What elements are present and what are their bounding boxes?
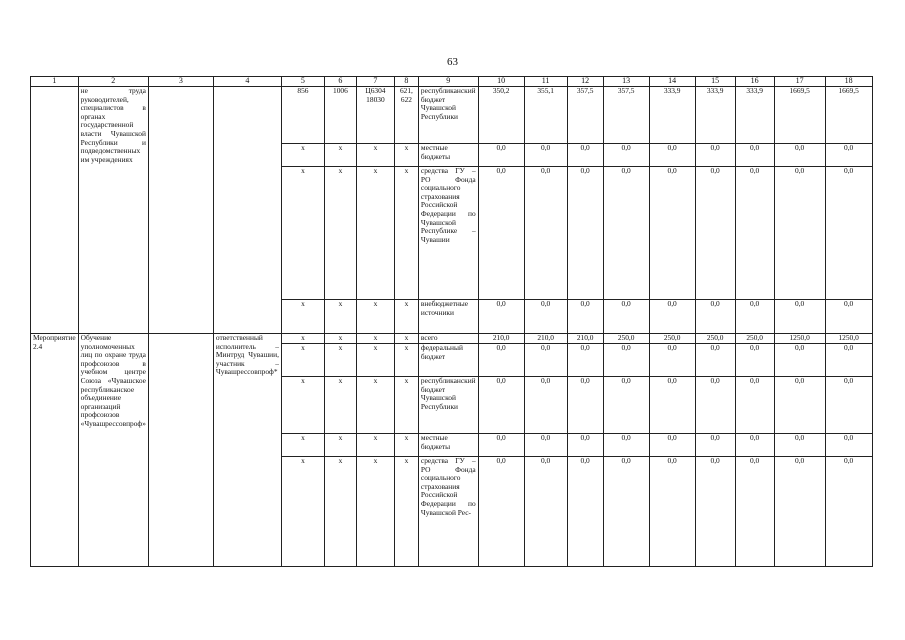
col-header: 3 — [148, 77, 213, 87]
block1-name: не труда руководителей, специалистов в органах государственной власти Чувашской Республики и подведомственных им учреждениях — [78, 87, 148, 334]
col-header: 4 — [213, 77, 281, 87]
kbk-target: x — [356, 344, 394, 377]
amount-cell: 0,0 — [695, 377, 735, 434]
amount-cell: 0,0 — [774, 167, 825, 300]
amount-cell: 0,0 — [478, 144, 524, 167]
funding-source: средства ГУ – РО Фонда социального страхования Российской Федерации по Чувашской Республике – Чувашии — [418, 167, 478, 300]
amount-cell: 0,0 — [603, 457, 649, 567]
amount-cell: 0,0 — [695, 434, 735, 457]
kbk-admin: x — [281, 457, 324, 567]
kbk-section: x — [324, 167, 356, 300]
amount-cell: 0,0 — [603, 434, 649, 457]
funding-source: местные бюджеты — [418, 434, 478, 457]
kbk-admin: x — [281, 167, 324, 300]
funding-source: республиканский бюджет Чувашской Республики — [418, 87, 478, 144]
col-header: 15 — [695, 77, 735, 87]
kbk-target: x — [356, 334, 394, 344]
kbk-type: x — [394, 167, 418, 300]
amount-cell: 0,0 — [524, 377, 567, 434]
kbk-target: x — [356, 457, 394, 567]
amount-cell: 0,0 — [825, 167, 872, 300]
kbk-admin: 856 — [281, 87, 324, 144]
amount-cell: 0,0 — [735, 377, 774, 434]
amount-cell: 0,0 — [524, 144, 567, 167]
amount-cell: 0,0 — [649, 300, 695, 334]
amount-cell: 0,0 — [735, 144, 774, 167]
amount-cell: 0,0 — [774, 300, 825, 334]
amount-cell: 210,0 — [478, 334, 524, 344]
amount-cell: 0,0 — [735, 167, 774, 300]
amount-cell: 0,0 — [825, 300, 872, 334]
amount-cell: 250,0 — [695, 334, 735, 344]
amount-cell: 0,0 — [478, 377, 524, 434]
kbk-section: x — [324, 377, 356, 434]
col-header: 10 — [478, 77, 524, 87]
kbk-type: x — [394, 344, 418, 377]
kbk-admin: x — [281, 334, 324, 344]
amount-cell: 0,0 — [524, 167, 567, 300]
kbk-target: Ц6304 18030 — [356, 87, 394, 144]
kbk-type: x — [394, 434, 418, 457]
funding-source: республиканский бюджет Чувашской Республики — [418, 377, 478, 434]
amount-cell: 0,0 — [735, 300, 774, 334]
kbk-target: x — [356, 300, 394, 334]
amount-cell: 0,0 — [774, 457, 825, 567]
amount-cell: 0,0 — [735, 344, 774, 377]
amount-cell: 0,0 — [774, 377, 825, 434]
block1-col3-empty — [148, 87, 213, 334]
amount-cell: 333,9 — [735, 87, 774, 144]
col-header: 11 — [524, 77, 567, 87]
funding-source: местные бюджеты — [418, 144, 478, 167]
kbk-type: x — [394, 377, 418, 434]
amount-cell: 0,0 — [478, 300, 524, 334]
amount-cell: 357,5 — [567, 87, 603, 144]
amount-cell: 0,0 — [735, 457, 774, 567]
block1-col4-empty — [213, 87, 281, 334]
amount-cell: 355,1 — [524, 87, 567, 144]
amount-cell: 0,0 — [524, 434, 567, 457]
amount-cell: 0,0 — [825, 344, 872, 377]
kbk-target: x — [356, 377, 394, 434]
table-row — [31, 87, 873, 144]
amount-cell: 0,0 — [649, 377, 695, 434]
amount-cell: 210,0 — [567, 334, 603, 344]
amount-cell: 250,0 — [603, 334, 649, 344]
amount-cell: 0,0 — [603, 167, 649, 300]
col-header: 1 — [31, 77, 79, 87]
kbk-section: x — [324, 457, 356, 567]
col-header: 5 — [281, 77, 324, 87]
amount-cell: 0,0 — [567, 457, 603, 567]
amount-cell: 333,9 — [695, 87, 735, 144]
amount-cell: 357,5 — [603, 87, 649, 144]
kbk-section: x — [324, 434, 356, 457]
block1-body — [31, 87, 873, 334]
amount-cell: 0,0 — [567, 377, 603, 434]
kbk-section: 1006 — [324, 87, 356, 144]
amount-cell: 0,0 — [603, 144, 649, 167]
amount-cell: 0,0 — [649, 434, 695, 457]
amount-cell: 0,0 — [774, 434, 825, 457]
kbk-type: x — [394, 334, 418, 344]
kbk-section: x — [324, 334, 356, 344]
kbk-section: x — [324, 344, 356, 377]
kbk-admin: x — [281, 377, 324, 434]
kbk-type: x — [394, 144, 418, 167]
funding-source: всего — [418, 334, 478, 344]
col-header: 7 — [356, 77, 394, 87]
table-row — [31, 334, 873, 344]
kbk-type: x — [394, 300, 418, 334]
amount-cell: 0,0 — [735, 434, 774, 457]
amount-cell: 250,0 — [649, 334, 695, 344]
block2-col3-empty — [148, 334, 213, 567]
amount-cell: 0,0 — [649, 344, 695, 377]
amount-cell: 0,0 — [478, 344, 524, 377]
amount-cell: 0,0 — [695, 144, 735, 167]
amount-cell: 0,0 — [603, 344, 649, 377]
kbk-admin: x — [281, 434, 324, 457]
measure-label: Мероприятие 2.4 — [31, 334, 79, 567]
kbk-admin: x — [281, 344, 324, 377]
amount-cell: 1250,0 — [825, 334, 872, 344]
amount-cell: 1669,5 — [825, 87, 872, 144]
amount-cell: 250,0 — [735, 334, 774, 344]
funding-source: федеральный бюджет — [418, 344, 478, 377]
amount-cell: 350,2 — [478, 87, 524, 144]
funding-source: внебюджетные источники — [418, 300, 478, 334]
col-header: 6 — [324, 77, 356, 87]
amount-cell: 0,0 — [695, 300, 735, 334]
amount-cell: 0,0 — [825, 377, 872, 434]
amount-cell: 333,9 — [649, 87, 695, 144]
budget-table — [30, 76, 873, 567]
amount-cell: 0,0 — [649, 144, 695, 167]
amount-cell: 0,0 — [825, 457, 872, 567]
amount-cell: 0,0 — [695, 344, 735, 377]
kbk-admin: x — [281, 300, 324, 334]
amount-cell: 0,0 — [478, 167, 524, 300]
amount-cell: 0,0 — [603, 300, 649, 334]
kbk-type: 621, 622 — [394, 87, 418, 144]
col-header: 18 — [825, 77, 872, 87]
amount-cell: 0,0 — [567, 344, 603, 377]
amount-cell: 1250,0 — [774, 334, 825, 344]
amount-cell: 210,0 — [524, 334, 567, 344]
kbk-section: x — [324, 300, 356, 334]
amount-cell: 0,0 — [478, 457, 524, 567]
col-header: 13 — [603, 77, 649, 87]
funding-source: средства ГУ – РО Фонда социального страхования Российской Федерации по Чувашской Рес- — [418, 457, 478, 567]
amount-cell: 0,0 — [524, 300, 567, 334]
col-header: 12 — [567, 77, 603, 87]
amount-cell: 0,0 — [524, 457, 567, 567]
amount-cell: 1669,5 — [774, 87, 825, 144]
amount-cell: 0,0 — [695, 457, 735, 567]
measure-responsible: ответственный исполнитель – Минтруд Чувашии, участник – Чувашрессовпроф* — [213, 334, 281, 567]
amount-cell: 0,0 — [567, 300, 603, 334]
amount-cell: 0,0 — [649, 457, 695, 567]
block2-body — [31, 334, 873, 567]
amount-cell: 0,0 — [774, 144, 825, 167]
kbk-target: x — [356, 434, 394, 457]
measure-name: Обучение уполномоченных лиц по охране труда профсоюзов в учебном центре Союза «Чувашское республиканское объединение организаций профсоюзов «Чувашрессовпроф» — [78, 334, 148, 567]
col-header: 17 — [774, 77, 825, 87]
header-row — [31, 77, 873, 87]
block1-col1-empty — [31, 87, 79, 334]
kbk-target: x — [356, 167, 394, 300]
amount-cell: 0,0 — [567, 144, 603, 167]
kbk-admin: x — [281, 144, 324, 167]
kbk-type: x — [394, 457, 418, 567]
amount-cell: 0,0 — [567, 167, 603, 300]
kbk-section: x — [324, 144, 356, 167]
amount-cell: 0,0 — [524, 344, 567, 377]
amount-cell: 0,0 — [695, 167, 735, 300]
col-header: 9 — [418, 77, 478, 87]
col-header: 16 — [735, 77, 774, 87]
amount-cell: 0,0 — [825, 434, 872, 457]
amount-cell: 0,0 — [567, 434, 603, 457]
amount-cell: 0,0 — [603, 377, 649, 434]
kbk-target: x — [356, 144, 394, 167]
page-number: 63 — [447, 56, 458, 68]
col-header: 14 — [649, 77, 695, 87]
col-header: 2 — [78, 77, 148, 87]
amount-cell: 0,0 — [774, 344, 825, 377]
amount-cell: 0,0 — [478, 434, 524, 457]
col-header: 8 — [394, 77, 418, 87]
amount-cell: 0,0 — [825, 144, 872, 167]
amount-cell: 0,0 — [649, 167, 695, 300]
